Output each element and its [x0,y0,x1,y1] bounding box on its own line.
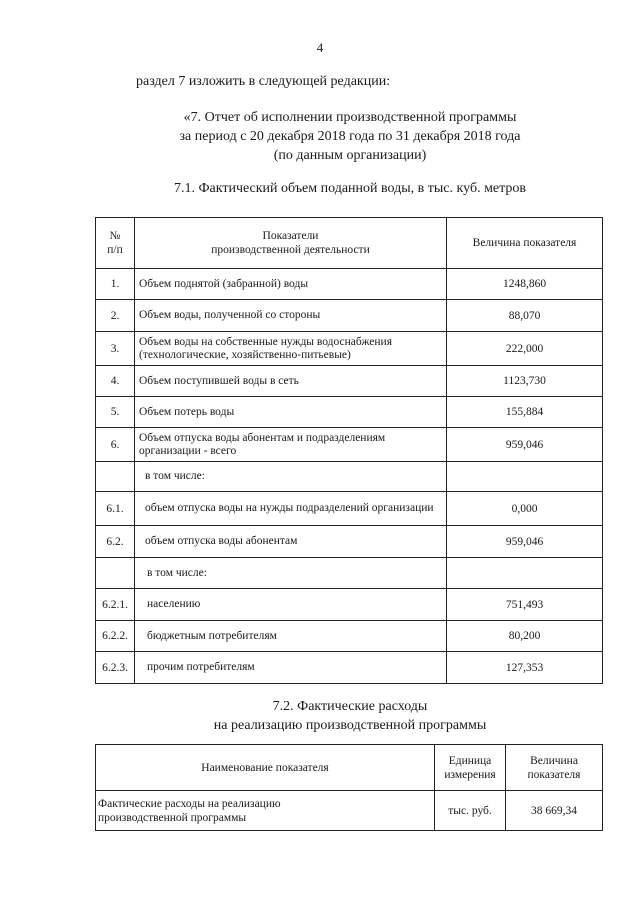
num-header [96,218,135,269]
section-2-title [100,697,600,735]
table-header-row [96,745,603,791]
report-title-line2: за период с 20 декабря 2018 года по 31 декабря 2018 года [179,129,521,144]
row-value: 1248,860 [447,269,603,300]
row-num [96,558,135,589]
row-num: 6.2.3. [96,652,135,684]
table-row [96,462,603,492]
table-row [96,526,603,558]
row-name: бюджетным потребителям [135,621,447,652]
row-value: 155,884 [447,397,603,428]
row-value: 959,046 [447,428,603,462]
expense-unit: тыс. руб. [435,791,506,831]
indicator-header-line1: Показатели [262,230,319,242]
table-row [96,621,603,652]
row-num: 6.2.1. [96,589,135,621]
table-row [96,492,603,526]
row-value [447,558,603,589]
row-value: 88,070 [447,300,603,332]
row-value: 127,353 [447,652,603,684]
unit-header-line1: Единица [448,754,492,767]
value-header [506,745,603,791]
report-title [110,108,590,165]
row-name: Объем отпуска воды абонентам и подразделениям организации - всего [135,428,447,462]
row-num: 5. [96,397,135,428]
water-volume-table [95,217,603,684]
row-num: 6.2.2. [96,621,135,652]
table-row [96,428,603,462]
row-num: 2. [96,300,135,332]
table-row [96,589,603,621]
row-num: 6. [96,428,135,462]
section-2-title-line1: 7.2. Фактические расходы [272,699,428,714]
value-header-line2: показателя [527,768,581,781]
unit-header-line2: измерения [444,768,496,781]
indicator-header-line2: производственной деятельности [211,244,370,256]
row-name: Объем поступившей воды в сеть [135,366,447,397]
intro-text: раздел 7 изложить в следующей редакции: [136,74,391,89]
row-value: 751,493 [447,589,603,621]
table-row [96,791,603,831]
row-num: 6.2. [96,526,135,558]
table-row [96,332,603,366]
row-num: 1. [96,269,135,300]
expense-name [96,791,435,831]
table-header-row [96,218,603,269]
table-row [96,652,603,684]
row-name: в том числе: [135,558,447,589]
expense-name-line2: производственной программы [98,811,247,824]
expenses-table [95,744,603,831]
name-header: Наименование показателя [96,745,435,791]
page-number: 4 [316,40,324,55]
row-num: 3. [96,332,135,366]
table-row [96,366,603,397]
row-name: объем отпуска воды на нужды подразделений организации [135,492,447,526]
table-row [96,269,603,300]
table-row [96,300,603,332]
row-name: Объем поднятой (забранной) воды [135,269,447,300]
table-row [96,397,603,428]
row-value: 222,000 [447,332,603,366]
section-1-title: 7.1. Фактический объем поданной воды, в тыс. куб. метров [173,181,527,196]
row-name: прочим потребителям [135,652,447,684]
report-title-line1: «7. Отчет об исполнении производственной программы [183,110,517,125]
row-name: в том числе: [135,462,447,492]
value-header: Величина показателя [447,218,603,269]
num-header-line2: п/п [107,244,123,256]
section-2-title-line2: на реализацию производственной программы [213,718,487,733]
row-num [96,462,135,492]
num-header-line1: № [109,230,121,242]
row-value [447,462,603,492]
report-title-line3: (по данным организации) [273,148,427,163]
row-name: объем отпуска воды абонентам [135,526,447,558]
expense-value: 38 669,34 [506,791,603,831]
row-value: 1123,730 [447,366,603,397]
row-value: 80,200 [447,621,603,652]
row-num: 4. [96,366,135,397]
row-name: Объем воды, полученной со стороны [135,300,447,332]
row-name: Объем потерь воды [135,397,447,428]
unit-header [435,745,506,791]
indicator-header [135,218,447,269]
row-value: 959,046 [447,526,603,558]
row-name: населению [135,589,447,621]
value-header-line1: Величина [530,754,578,767]
expense-name-line1: Фактические расходы на реализацию [98,797,281,810]
row-value: 0,000 [447,492,603,526]
row-num: 6.1. [96,492,135,526]
row-name: Объем воды на собственные нужды водоснабжения (технологические, хозяйственно-питьевые) [135,332,447,366]
table-row [96,558,603,589]
